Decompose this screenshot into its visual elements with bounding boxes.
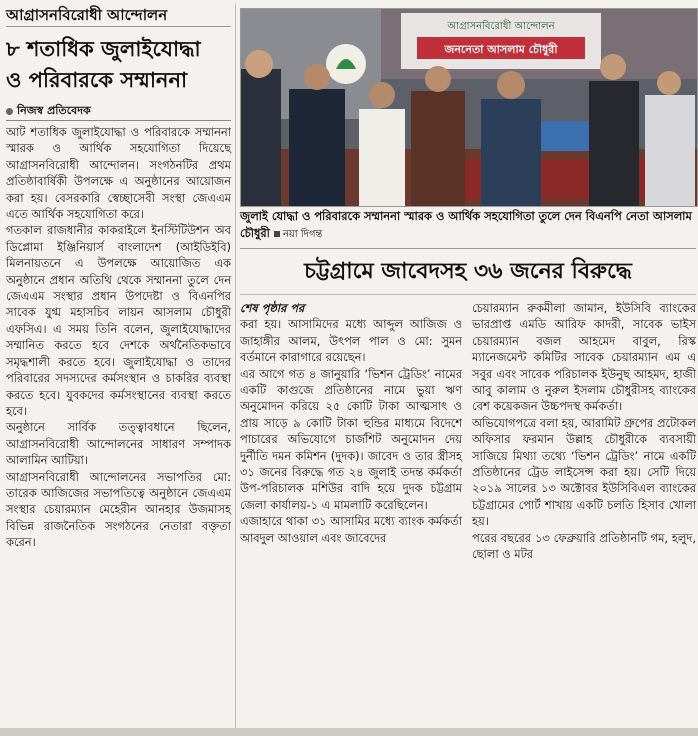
paragraph: এর আগে গত ৪ জানুয়ারি ‘ভিশন ট্রেডিং’ নামের একটি কাগুজে প্রতিষ্ঠানের নামে ভুয়া ঋণ অনুমোদন করিয়ে ২৫ কোটি টাকা আত্মসাৎ ও প্রায় সাড়ে ৯ কোটি টাকা হুন্ডির মাধ্যমে বিদেশে পাচারের অভিযোগে চার্জশিট অনুমোদন দেয় দুর্নীতি দমন কমিশন (দুদক)। জাবেদ ও তার স্ত্রীসহ ৩১ জনের বিরুদ্ধে গত ২৪ জুলাই তদন্ত কর্মকর্তা উপ-পরিচালক মশিউর বাদি হয়ে দুদক চট্টগ্রাম জেলা কার্যালয়-১ এ মামলাটি করেছিলেন।: [240, 366, 462, 512]
paragraph: করা হয়। আসামিদের মধ্যে আব্দুল আজিজ ও জাহাঙ্গীর আলম, উৎপল পাল ও মো: সুমন বর্তমানে কারাগারে রয়েছেন।: [240, 317, 462, 365]
paragraph: অনুষ্ঠানে সার্বিক তত্ত্বাবধানে ছিলেন, আগ্রাসনবিরোধী আন্দোলনের সাধারণ সম্পাদক আলামিন আটিয়া।: [6, 420, 231, 468]
paragraph: গতকাল রাজধানীর কাকরাইলে ইনস্টিটিউশন অব ডিপ্লোমা ইঞ্জিনিয়ার্স বাংলাদেশ (আইডিইবি) মিলনায়তনে এ উপলক্ষে আয়োজিত এক অনুষ্ঠানে প্রধান অতিথি থেকে সম্মাননা তুলে দেন জেএএম সংস্থার প্রধান উপদেষ্টা ও বিএনপির সাবেক যুগ্ম মহাসচিব লায়ন আসলাম চৌধুরী এফসিএ। এ সময় তিনি বলেন, জুলাইযোদ্ধাদের সম্মানিত করতে হবে দেশকে অর্থনৈতিকভাবে সমৃদ্ধশালী করতে হবে। জুলাইযোদ্ধা ও তাদের পরিবারের সদস্যদের কর্মসংস্থান ও চাকরির ব্যবস্থা করতে হবে। যুবকদের কর্মসংস্থানের ব্যবস্থা করতে হবে।: [6, 223, 231, 418]
story-kicker: আগ্রাসনবিরোধী আন্দোলন: [6, 4, 231, 27]
paragraph: আট শতাধিক জুলাইযোদ্ধা ও পরিবারকে সম্মাননা স্মারক ও আর্থিক সহযোগিতা দিয়েছে আগ্রাসনবিরোধী আন্দোলন। সংগঠনটির প্রথম প্রতিষ্ঠাবার্ষিকী উপলক্ষে এ অনুষ্ঠানের আয়োজন করা হয়। বেসরকারি স্বেচ্ছাসেবী সংস্থা জেএএম এতে আর্থিক সহযোগিতা করে।: [6, 125, 231, 222]
story-headline: [6, 34, 231, 96]
right-story-column-1: [240, 300, 462, 546]
bullet-icon: [6, 108, 13, 115]
divider: [240, 248, 696, 249]
right-story-headline: চট্টগ্রামে জাবেদসহ ৩৬ জনের বিরুদ্ধে: [304, 259, 632, 284]
byline-text: নিজস্ব প্রতিবেদক: [17, 104, 91, 117]
paragraph: এজাহারে থাকা ৩১ আসামির মধ্যে ব্যাংক কর্মকর্তা আবদুল আওয়াল এবং জাবেদের: [240, 514, 462, 545]
headline-line-2: ও পরিবারকে সম্মাননা: [6, 68, 188, 92]
column-divider: [235, 4, 236, 736]
paragraph: চেয়ারম্যান রুকমীলা জামান, ইউসিবি ব্যাংকের ভারপ্রাপ্ত এমডি আরিফ কাদরী, সাবেক ভাইস চেয়ারম্যান বজল আহমেদ বাবুল, রিস্ক ম্যানেজমেন্ট কমিটির সাবেক চেয়ারম্যান এম এ সবুর এবং সাবেক পরিচালক ইউনুছ আহমদ, হাজী আবু কালাম ও নুরুল ইসলাম চৌধুরীসহ ব্যাংকের বেশ কয়েকজন উচ্চপদস্থ কর্মকর্তা।: [472, 301, 696, 414]
photo-caption: [240, 208, 696, 243]
caption-text: জুলাই যোদ্ধা ও পরিবারকে সম্মাননা স্মারক ও আর্থিক সহযোগিতা তুলে দেন বিএনপি নেতা আসলাম চৌধুরী: [240, 209, 692, 240]
page-bottom-edge: [0, 728, 698, 736]
divider: [6, 120, 231, 121]
banner-line-2: জননেতা আসলাম চৌধুরী: [444, 43, 558, 56]
headline-line-1: ৮ শতাধিক জুলাইযোদ্ধা: [6, 37, 201, 61]
divider: [240, 294, 696, 295]
right-story-column-2: [472, 300, 696, 563]
left-story-body: [6, 124, 231, 551]
source-marker-icon: [274, 231, 280, 237]
byline: [6, 102, 231, 120]
continued-label: শেষ পৃষ্ঠার পর: [240, 301, 305, 315]
paragraph: আগ্রাসনবিরোধী আন্দোলনের সভাপতির মো: তারেক আজিজের সভাপতিত্বে অনুষ্ঠানে জেএএম সংস্থার চেয়ারম্যান মেহেরীন আনহার উজমাসহ বিভিন্ন রাজনৈতিক সংগঠনের নেতারা বক্তৃতা করেন।: [6, 469, 231, 550]
caption-source: নয়া দিগন্ত: [282, 229, 323, 240]
paragraph: অভিযোগপত্রে বলা হয়, আরামিট গ্রুপের প্রটোকল অফিসার ফরমান উল্লাহ চৌধুরীকে ব্যবসায়ী সাজিয়ে মিথ্যা তথ্যে ‘ভিশন ট্রেডিং’ নামে একটি প্রতিষ্ঠানের ট্রেড লাইসেন্স করা হয়। সেটি দিয়ে ২০১৯ সালের ১৩ অক্টোবর ইউসিবিএল ব্যাংকের চট্টগ্রামের পোর্ট শাখায় একটি চলতি হিসাব খোলা হয়।: [472, 415, 696, 529]
banner-line-1: আগ্রাসনবিরোধী আন্দোলন: [447, 21, 555, 32]
news-photo: [240, 8, 698, 207]
paragraph: পরের বছরের ১৩ ফেব্রুয়ারি প্রতিষ্ঠানটি গম, হলুদ, ছোলা ও মটর: [472, 530, 696, 562]
photo-scene: [241, 9, 697, 206]
